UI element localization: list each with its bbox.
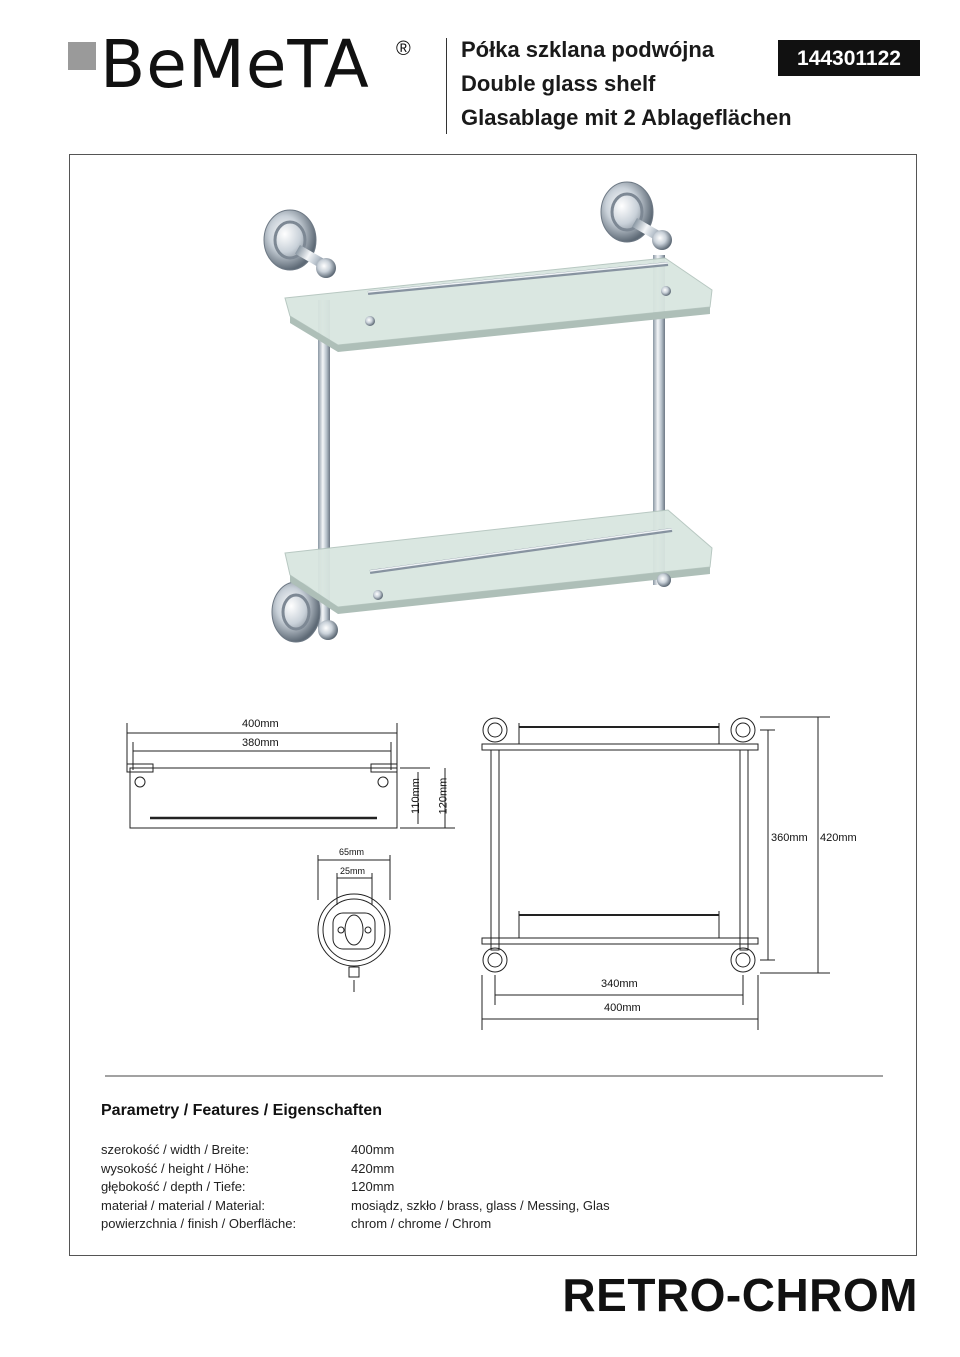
param-value-depth: 120mm [351,1179,395,1194]
dim-front-400: 400mm [604,1002,641,1014]
dim-top-380: 380mm [242,737,279,749]
title-de: Glasablage mit 2 Ablageflächen [461,105,792,130]
param-label-height: wysokość / height / Höhe: [101,1161,250,1176]
param-value-finish: chrom / chrome / Chrom [351,1216,492,1231]
title-en: Double glass shelf [461,71,656,96]
param-value-height: 420mm [351,1161,395,1176]
brand-logo: BeMeTA [100,26,370,103]
dim-plate-65: 65mm [339,847,365,857]
registered-mark: ® [396,38,411,60]
front-view-drawing [482,717,830,1030]
param-value-material: mosiądz, szkło / brass, glass / Messing, Glas [351,1198,610,1213]
dim-front-420: 420mm [820,832,857,844]
dim-front-340: 340mm [601,978,638,990]
title-pl: Półka szklana podwójna [461,37,715,62]
dim-top-400: 400mm [242,718,279,730]
product-code: 144301122 [778,40,920,76]
param-label-finish: powierzchnia / finish / Oberfläche: [101,1216,297,1231]
dim-front-360: 360mm [771,832,808,844]
param-label-depth: głębokość / depth / Tiefe: [101,1179,246,1194]
dim-top-120: 120mm [437,777,450,815]
param-label-width: szerokość / width / Breite: [101,1142,250,1157]
dim-top-110: 110mm [409,778,422,814]
param-value-width: 400mm [351,1142,395,1157]
param-label-material: materiał / material / Material: [101,1198,265,1213]
series-name: RETRO-CHROM [562,1269,918,1321]
params-title: Parametry / Features / Eigenschaften [101,1102,382,1119]
dim-plate-25: 25mm [340,866,366,876]
top-view-drawing [127,723,455,828]
